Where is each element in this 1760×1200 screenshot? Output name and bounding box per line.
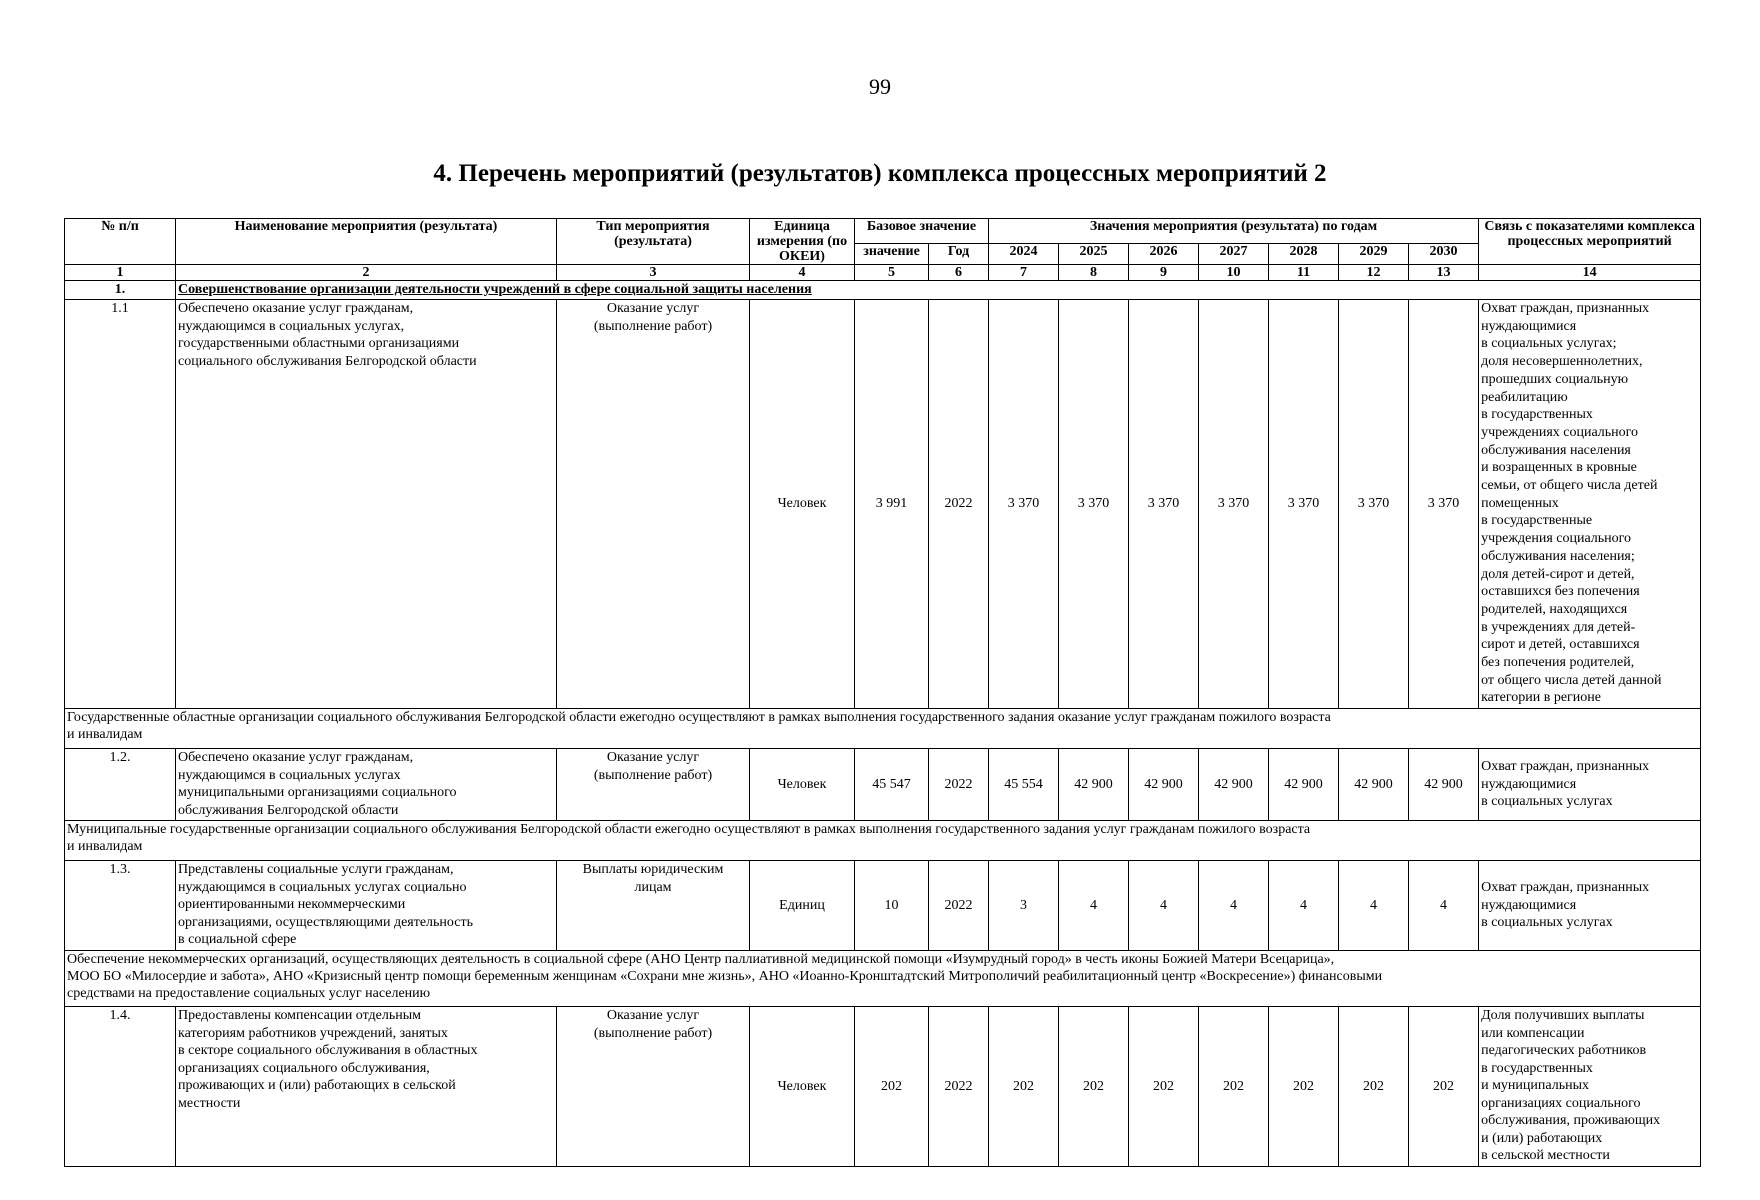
table-row	[65, 861, 1701, 951]
row-value: 202	[1199, 1007, 1269, 1167]
row-note: Муниципальные государственные организации социального обслуживания Белгородской области ежегодно осуществляют в рамках выполнения государственного задания услуг гражданам пожилого возраста и инвалидам	[65, 821, 1701, 861]
row-value: 45 554	[989, 749, 1059, 821]
row-base-value: 10	[855, 861, 929, 951]
header-name: Наименование мероприятия (результата)	[176, 219, 557, 265]
table-row	[65, 1007, 1701, 1167]
column-number: 6	[929, 265, 989, 281]
row-base-year: 2022	[929, 861, 989, 951]
row-value: 202	[1409, 1007, 1479, 1167]
column-number: 4	[750, 265, 855, 281]
column-number: 14	[1479, 265, 1701, 281]
column-number: 13	[1409, 265, 1479, 281]
row-type: Оказание услуг (выполнение работ)	[557, 1007, 750, 1167]
row-name: Обеспечено оказание услуг гражданам, нуждающимся в социальных услугах, государственными областными организациями социального обслуживания Белгородской области	[176, 300, 557, 709]
row-unit: Единиц	[750, 861, 855, 951]
row-base-year: 2022	[929, 749, 989, 821]
row-value: 42 900	[1269, 749, 1339, 821]
row-value: 42 900	[1339, 749, 1409, 821]
header-by-years: Значения мероприятия (результата) по годам	[989, 219, 1479, 244]
row-num: 1.4.	[65, 1007, 176, 1167]
header-year: 2030	[1409, 243, 1479, 264]
row-base-value: 45 547	[855, 749, 929, 821]
row-value: 3 370	[989, 300, 1059, 709]
row-value: 42 900	[1059, 749, 1129, 821]
section-title: Совершенствование организации деятельности учреждений в сфере социальной защиты населения	[176, 281, 1701, 300]
header-type: Тип мероприятия (результата)	[557, 219, 750, 265]
row-value: 4	[1199, 861, 1269, 951]
header-year: 2028	[1269, 243, 1339, 264]
column-number: 8	[1059, 265, 1129, 281]
row-unit: Человек	[750, 300, 855, 709]
row-value: 3 370	[1339, 300, 1409, 709]
row-value: 4	[1339, 861, 1409, 951]
column-number: 11	[1269, 265, 1339, 281]
column-number: 2	[176, 265, 557, 281]
column-number: 7	[989, 265, 1059, 281]
row-base-value: 3 991	[855, 300, 929, 709]
row-value: 3 370	[1269, 300, 1339, 709]
row-value: 3 370	[1199, 300, 1269, 709]
header-base-year: Год	[929, 243, 989, 264]
row-value: 4	[1129, 861, 1199, 951]
page-title: 4. Перечень мероприятий (результатов) комплекса процессных мероприятий 2	[433, 160, 1327, 187]
row-base-year: 2022	[929, 1007, 989, 1167]
column-number: 9	[1129, 265, 1199, 281]
column-number: 12	[1339, 265, 1409, 281]
row-link: Доля получивших выплаты или компенсации педагогических работников в государственных и муниципальных организациях социального обслуживания, проживающих и (или) работающих в сельской местности	[1479, 1007, 1701, 1167]
row-value: 4	[1409, 861, 1479, 951]
column-number: 10	[1199, 265, 1269, 281]
header-year: 2024	[989, 243, 1059, 264]
row-name: Предоставлены компенсации отдельным категориям работников учреждений, занятых в секторе социального обслуживания в областных организациях социального обслуживания, проживающих и (или) работающих в сельской местности	[176, 1007, 557, 1167]
row-link: Охват граждан, признанных нуждающимися в социальных услугах	[1479, 861, 1701, 951]
row-num: 1.2.	[65, 749, 176, 821]
column-number: 1	[65, 265, 176, 281]
row-value: 42 900	[1199, 749, 1269, 821]
note-row	[65, 951, 1701, 1007]
header-base: Базовое значение	[855, 219, 989, 244]
note-row	[65, 821, 1701, 861]
row-value: 4	[1059, 861, 1129, 951]
row-base-value: 202	[855, 1007, 929, 1167]
header-link: Связь с показателями комплекса процессных мероприятий	[1479, 219, 1701, 265]
header-year: 2025	[1059, 243, 1129, 264]
page-number: 99	[869, 74, 891, 99]
row-type: Оказание услуг (выполнение работ)	[557, 300, 750, 709]
row-base-year: 2022	[929, 300, 989, 709]
row-unit: Человек	[750, 1007, 855, 1167]
row-value: 202	[1129, 1007, 1199, 1167]
row-value: 42 900	[1409, 749, 1479, 821]
table-row	[65, 300, 1701, 709]
measures-table	[64, 218, 1701, 1167]
row-link: Охват граждан, признанных нуждающимися в социальных услугах	[1479, 749, 1701, 821]
row-type: Оказание услуг (выполнение работ)	[557, 749, 750, 821]
column-number: 5	[855, 265, 929, 281]
note-row	[65, 709, 1701, 749]
section-row	[65, 281, 1701, 300]
row-value: 202	[989, 1007, 1059, 1167]
row-name: Обеспечено оказание услуг гражданам, нуждающимся в социальных услугах муниципальными организациями социального обслуживания Белгородской области	[176, 749, 557, 821]
row-name: Представлены социальные услуги гражданам, нуждающимся в социальных услугах социально ориентированными некоммерческими организациями, осуществляющими деятельность в социальной сфере	[176, 861, 557, 951]
row-link: Охват граждан, признанных нуждающимися в социальных услугах; доля несовершеннолетних, прошедших социальную реабилитацию в государственных учреждениях социального обслуживания населения и возращенных в кровные семьи, от общего числа детей помещенных в государственные учреждения социального обслуживания населения; доля детей-сирот и детей, оставшихся без попечения родителей, находящихся в учреждениях для детей- сирот и детей, оставшихся без попечения родителей, от общего числа детей данной категории в регионе	[1479, 300, 1701, 709]
row-value: 202	[1059, 1007, 1129, 1167]
row-value: 3 370	[1409, 300, 1479, 709]
row-value: 202	[1339, 1007, 1409, 1167]
row-type: Выплаты юридическим лицам	[557, 861, 750, 951]
row-note: Обеспечение некоммерческих организаций, осуществляющих деятельность в социальной сфере (АНО Центр паллиативной медицинской помощи «Изумрудный город» в честь иконы Божией Матери Всецарица», МОО БО «Милосердие и забота», АНО «Кризисный центр помощи беременным женщинам «Сохрани мне жизнь», АНО «Иоанно-Кронштадтский Митрополичий реабилитационный центр «Воскресение») финансовыми средствами на предоставление социальных услуг населению	[65, 951, 1701, 1007]
header-year: 2026	[1129, 243, 1199, 264]
row-value: 42 900	[1129, 749, 1199, 821]
row-value: 4	[1269, 861, 1339, 951]
row-note: Государственные областные организации социального обслуживания Белгородской области ежегодно осуществляют в рамках выполнения государственного задания оказание услуг гражданам пожилого возраста и инвалидам	[65, 709, 1701, 749]
row-unit: Человек	[750, 749, 855, 821]
header-base-value: значение	[855, 243, 929, 264]
header-year: 2027	[1199, 243, 1269, 264]
row-value: 202	[1269, 1007, 1339, 1167]
row-num: 1.3.	[65, 861, 176, 951]
column-number: 3	[557, 265, 750, 281]
row-value: 3 370	[1129, 300, 1199, 709]
header-num: № п/п	[65, 219, 176, 265]
header-unit: Единица измерения (по ОКЕИ)	[750, 219, 855, 265]
row-value: 3 370	[1059, 300, 1129, 709]
row-value: 3	[989, 861, 1059, 951]
table-row	[65, 749, 1701, 821]
header-year: 2029	[1339, 243, 1409, 264]
row-num: 1.1	[65, 300, 176, 709]
section-num: 1.	[65, 281, 176, 300]
